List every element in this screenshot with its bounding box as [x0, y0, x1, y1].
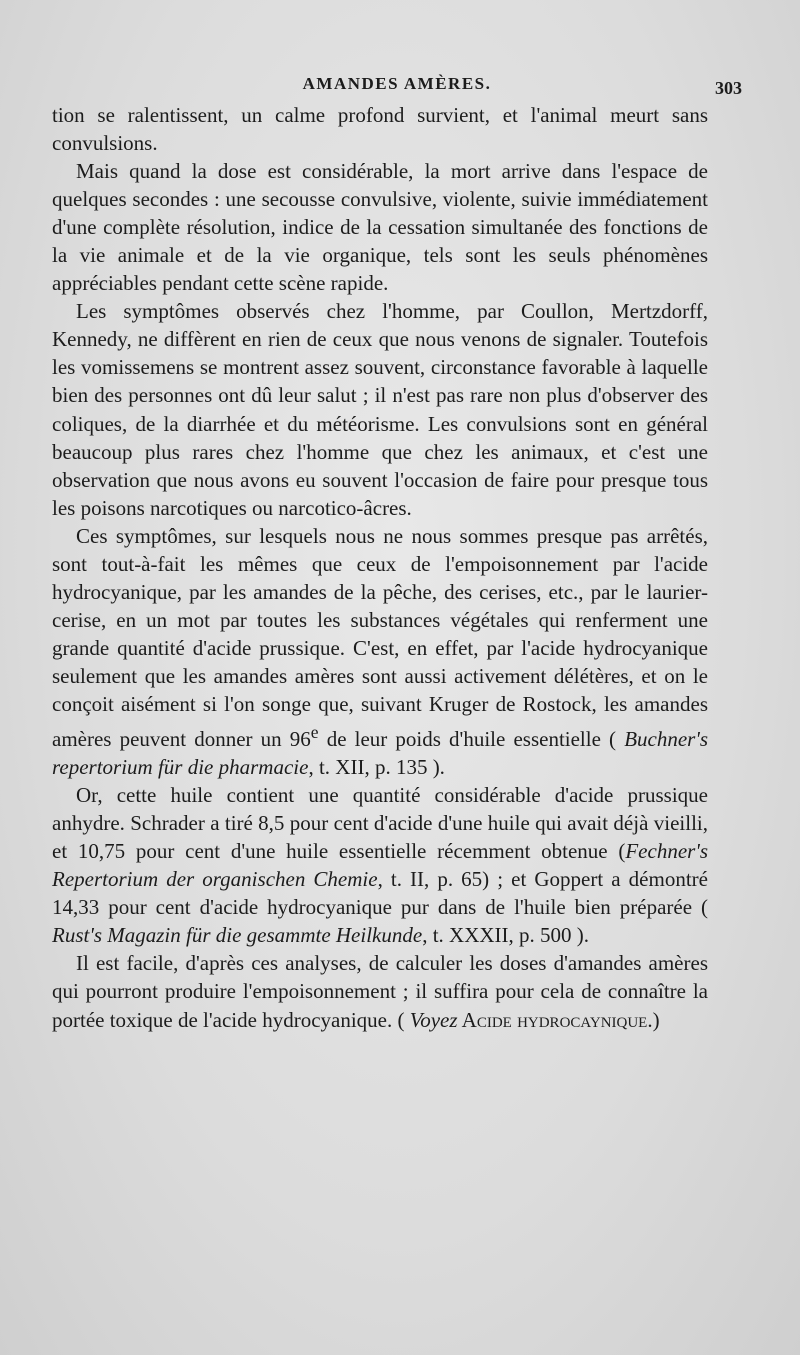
running-head [52, 68, 742, 98]
paragraph-3 [52, 297, 708, 521]
paragraph-2 [52, 157, 708, 297]
paragraph-6 [52, 949, 708, 1033]
superscript-e: e [310, 722, 319, 743]
paragraph-5-text-end: , t. XXXII, p. 500 ). [422, 923, 589, 948]
paragraph-6-text: Il est facile, d'après ces analyses, de calculer les doses d'amandes amères qui pourront produire l'empoisonnement ; il suffira pour cela de connaître la portée toxique de l'acide hydrocyanique. ( [52, 951, 708, 1032]
running-title: AMANDES AMÈRES. [302, 74, 492, 93]
paragraph-5-text: Or, cette huile contient une quantité considérable d'acide prussique anhydre. Schrader a tiré 8,5 pour cent d'acide d'une huile qui avait déjà vieilli, et 10,75 pour cent d'une huile essentielle récemment obtenue ( [52, 783, 708, 864]
page-number: 303 [715, 78, 742, 98]
paragraph-3-text: Les symptômes observés chez l'homme, par Coullon, Mertzdorff, Kennedy, ne diffèrent en rien de ceux que nous venons de signaler. Toutefois les vomissemens se montrent assez souvent, circonstance favorable à laquelle bien des personnes ont dû leur salut ; il n'est pas rare non plus d'observer des coliques, de la diarrhée et du météorisme. Les convulsions sont en général beaucoup plus rares chez l'homme que chez les animaux, et c'est une observation que nous avons eu souvent l'occasion de faire pour presque tous les poisons narcotiques ou narcotico-âcres. [52, 299, 708, 520]
body-text [52, 101, 708, 1034]
paragraph-4-text: Ces symptômes, sur lesquels nous ne nous sommes presque pas arrêtés, sont tout-à-fait les mêmes que ceux de l'empoisonnement par l'acide hydrocyanique, par les amandes de la pêche, des cerises, etc., par le laurier-cerise, en un mot par toutes les substances végétales qui renferment une grande quantité d'acide prussique. C'est, en effet, par l'acide hydrocyanique seulement que les amandes amères sont aussi activement délétères, et on le conçoit aisément si l'on songe que, suivant Kruger de Rostock, les amandes amères peuvent donner un 96 [52, 523, 708, 752]
paragraph-4-text-middle: de leur poids d'huile essentielle ( [318, 727, 625, 752]
paragraph-4 [52, 522, 708, 781]
citation-buchner: Buchner's repertorium für die pharmacie [52, 727, 708, 780]
paragraph-6-text-end: .) [647, 1007, 660, 1032]
paragraph-2-text: Mais quand la dose est considérable, la mort arrive dans l'espace de quelques secondes : une secousse convulsive, violente, suivie immédiatement d'une complète résolution, indice de la cessation simultanée des fonctions de la vie animale et de la vie organique, tels sont les seuls phénomènes appréciables pendant cette scène rapide. [52, 159, 708, 296]
paragraph-5 [52, 781, 708, 949]
paragraph-1 [52, 101, 708, 157]
citation-rust: Rust's Magazin für die gesammte Heilkunde [52, 923, 423, 948]
cross-reference-voyez: Voyez [409, 1007, 458, 1032]
paragraph-4-text-end: , t. XII, p. 135 ). [308, 755, 445, 780]
paragraph-5-text-middle: , t. II, p. 65) ; et Goppert a démontré 14,33 pour cent d'acide hydrocyanique pur dans de l'huile bien préparée ( [52, 867, 708, 920]
cross-reference-target: Acide hydrocaynique [457, 1007, 648, 1032]
citation-fechner: Fechner's Repertorium der organischen Chemie [52, 839, 708, 892]
paragraph-1-text: tion se ralentissent, un calme profond survient, et l'animal meurt sans convulsions. [52, 103, 708, 156]
